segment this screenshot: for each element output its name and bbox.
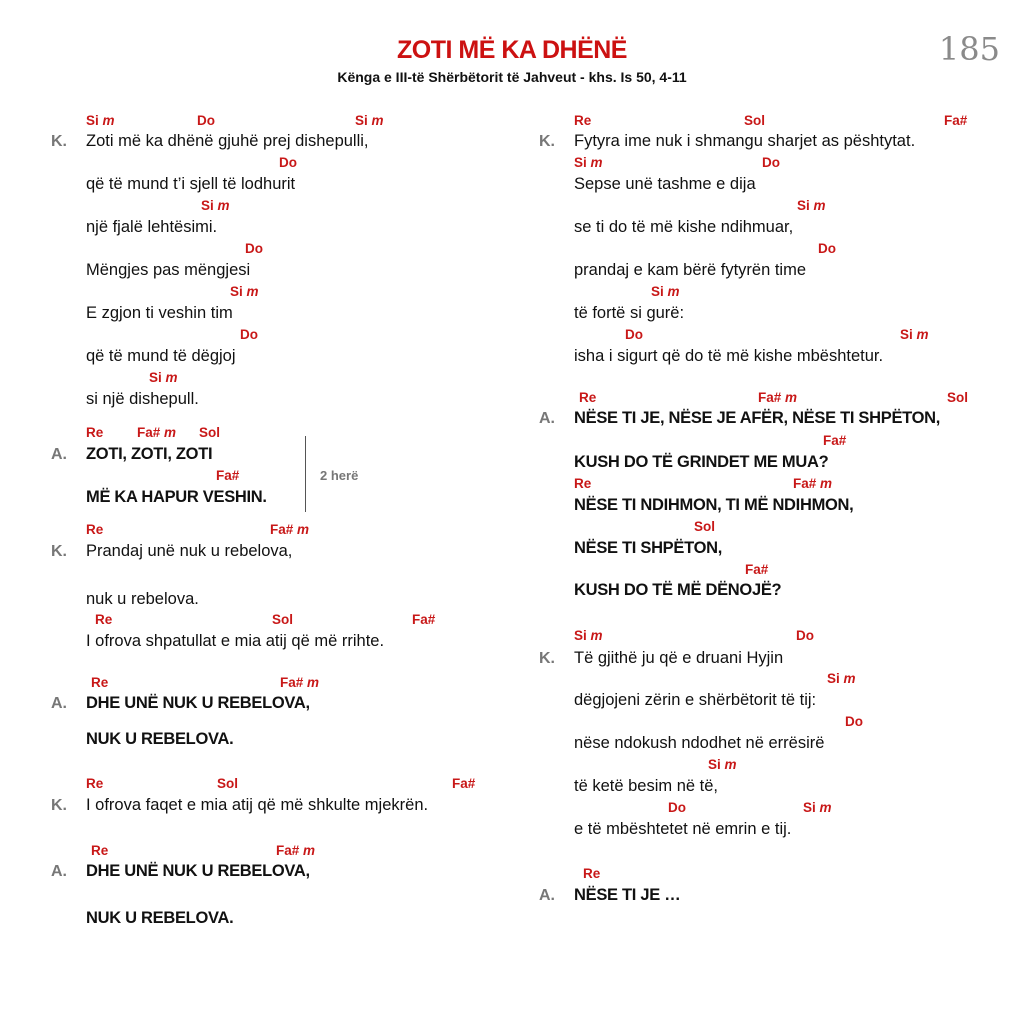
chord: Sol (947, 390, 969, 405)
lyric-line: Prandaj unë nuk u rebelova, (86, 542, 293, 560)
chord: Re (579, 390, 597, 405)
lyric-line-refrain: NËSE TI NDIHMON, TI MË NDIHMON, (574, 496, 854, 514)
section-marker: A. (51, 863, 67, 880)
lyric-line: Fytyra ime nuk i shmangu sharjet as pështytat. (574, 132, 916, 150)
chord: Fa# (944, 113, 968, 128)
lyric-line: Sepse unë tashme e dija (574, 175, 756, 193)
lyric-line-refrain: KUSH DO TË MË DËNOJË? (574, 581, 782, 599)
chord: Re (574, 113, 592, 128)
chord: Si m (827, 671, 856, 686)
section-marker: A. (539, 410, 555, 427)
lyric-line: E zgjon ti veshin tim (86, 304, 233, 322)
section-marker: K. (539, 133, 555, 150)
song-subtitle: Kënga e III-të Shërbëtorit të Jahveut - khs. Is 50, 4-11 (337, 69, 687, 85)
lyric-line: Zoti më ka dhënë gjuhë prej dishepulli, (86, 132, 369, 150)
lyric-line: që të mund t’i sjell të lodhurit (86, 175, 296, 193)
chord: Si m (149, 370, 178, 385)
chord: Si m (86, 113, 115, 128)
lyric-line: isha i sigurt që do të më kishe mbështetur. (574, 347, 884, 365)
lyric-line-refrain: DHE UNË NUK U REBELOVA, (86, 694, 310, 712)
lyric-line: një fjalë lehtësimi. (86, 218, 218, 236)
chord: Do (818, 241, 836, 256)
lyric-line: nëse ndokush ndodhet në errësirë (574, 734, 825, 752)
chord: Si m (797, 198, 826, 213)
chord: Fa# m (758, 390, 798, 405)
lyric-line: të ketë besim në të, (574, 777, 718, 795)
lyric-line-refrain: NUK U REBELOVA. (86, 730, 234, 748)
lyric-line: e të mbështetet në emrin e tij. (574, 820, 792, 838)
lyric-line: nuk u rebelova. (86, 590, 199, 608)
chord: Re (95, 612, 113, 627)
chord: Si m (574, 628, 603, 643)
lyric-line-refrain: NËSE TI SHPËTON, (574, 539, 723, 557)
chord: Re (86, 522, 104, 537)
chord: Si m (803, 800, 832, 815)
section-marker: K. (51, 797, 67, 814)
chord: Do (197, 113, 215, 128)
lyric-line: prandaj e kam bërë fytyrën time (574, 261, 807, 279)
chord: Fa# m (276, 843, 316, 858)
lyric-line: Të gjithë ju që e druani Hyjin (574, 649, 784, 667)
chord: Sol (694, 519, 716, 534)
chord: Si m (900, 327, 929, 342)
lyric-line: që të mund të dëgjoj (86, 347, 236, 365)
chord: Si m (201, 198, 230, 213)
chord: Fa# (412, 612, 436, 627)
lyric-line: dëgjojeni zërin e shërbëtorit të tij: (574, 691, 817, 709)
chord: Do (245, 241, 263, 256)
chord: Fa# (452, 776, 476, 791)
lyric-line-refrain: ZOTI, ZOTI, ZOTI (86, 445, 213, 463)
section-marker: A. (539, 887, 555, 904)
chord: Si m (355, 113, 384, 128)
lyric-line-refrain: MË KA HAPUR VESHIN. (86, 488, 267, 506)
repeat-bracket-line (305, 436, 306, 512)
lyric-line: I ofrova faqet e mia atij që më shkulte mjekrën. (86, 796, 429, 814)
section-marker: K. (51, 133, 67, 150)
lyric-line-refrain: NËSE TI JE, NËSE JE AFËR, NËSE TI SHPËTON, (574, 409, 941, 427)
chord: Fa# (823, 433, 847, 448)
chord: Fa# m (137, 425, 177, 440)
chord: Do (845, 714, 863, 729)
lyric-line: I ofrova shpatullat e mia atij që më rrihte. (86, 632, 385, 650)
chord: Sol (217, 776, 239, 791)
chord: Fa# m (280, 675, 320, 690)
chord: Re (86, 425, 104, 440)
section-marker: K. (539, 650, 555, 667)
chord: Fa# (745, 562, 769, 577)
chord: Re (91, 675, 109, 690)
chord: Re (86, 776, 104, 791)
chord: Re (91, 843, 109, 858)
section-marker: K. (51, 543, 67, 560)
chord: Si m (651, 284, 680, 299)
chord: Si m (708, 757, 737, 772)
song-title: ZOTI MË KA DHËNË (397, 36, 627, 64)
chord: Si m (230, 284, 259, 299)
chord: Do (796, 628, 814, 643)
chord: Si m (574, 155, 603, 170)
chord: Sol (272, 612, 294, 627)
repeat-note: 2 herë (320, 468, 359, 483)
section-marker: A. (51, 446, 67, 463)
chord: Fa# (216, 468, 240, 483)
lyric-line: të fortë si gurë: (574, 304, 685, 322)
lyric-line-refrain: KUSH DO TË GRINDET ME MUA? (574, 453, 829, 471)
lyric-line: Mëngjes pas mëngjesi (86, 261, 251, 279)
lyric-line-refrain: DHE UNË NUK U REBELOVA, (86, 862, 310, 880)
chord: Sol (744, 113, 766, 128)
chord: Fa# m (793, 476, 833, 491)
lyric-line-refrain: NËSE TI JE … (574, 886, 681, 904)
chord: Re (574, 476, 592, 491)
chord: Fa# m (270, 522, 310, 537)
lyric-line: se ti do të më kishe ndihmuar, (574, 218, 794, 236)
chord: Do (625, 327, 643, 342)
chord: Re (583, 866, 601, 881)
chord: Do (279, 155, 297, 170)
chord: Do (668, 800, 686, 815)
chord: Sol (199, 425, 221, 440)
chord: Do (762, 155, 780, 170)
lyric-line: si një dishepull. (86, 390, 199, 408)
chord: Do (240, 327, 258, 342)
lyric-line-refrain: NUK U REBELOVA. (86, 909, 234, 927)
page-number: 185 (938, 30, 1000, 68)
section-marker: A. (51, 695, 67, 712)
